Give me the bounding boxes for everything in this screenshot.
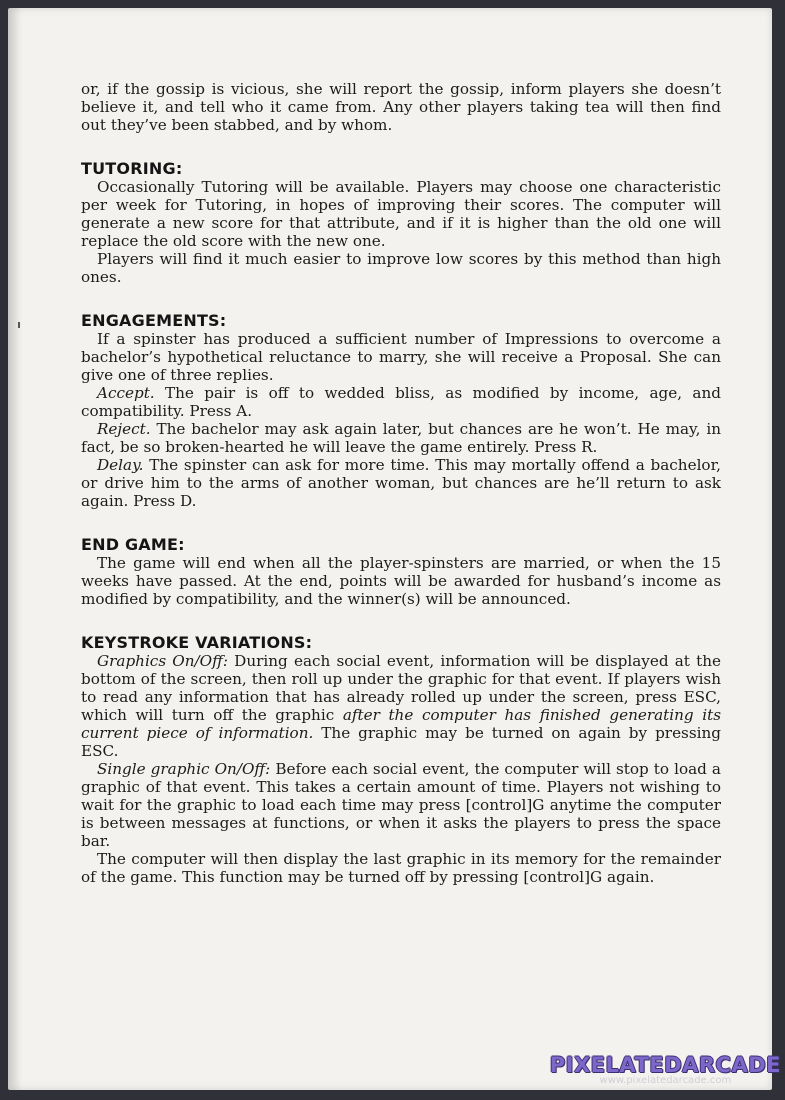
- site-watermark: [550, 1053, 781, 1086]
- last-graphic-paragraph: The computer will then display the last graphic in its memory for the remainder of the game. This function may be turned off by pressing [control]G again.: [81, 850, 721, 886]
- end-game-paragraph: The game will end when all the player-spinsters are married, or when the 15 weeks have passed. At the end, points will be awarded for husband’s income as modified by compatibility, and the winner(s) will be announced.: [81, 554, 721, 608]
- single-graphic-paragraph: [81, 760, 721, 850]
- graphics-paragraph: [81, 652, 721, 760]
- graphics-tail: The graphic may be turned on again by pressing ESC.: [81, 724, 722, 760]
- single-graphic-term: Single graphic On/Off:: [97, 760, 271, 778]
- reject-term: Reject.: [97, 420, 151, 438]
- engagements-paragraph-1: If a spinster has produced a sufficient number of Impressions to overcome a bachelor’s hypothetical reluctance to marry, she will receive a Proposal. She can give one of three replies.: [81, 330, 721, 384]
- graphics-text: During each social event, information will be displayed at the bottom of the screen, then roll up under the graphic for that event. If players wish to read any information that has already rolled up under the screen, press ESC, which will turn off the graphic: [81, 652, 721, 724]
- graphics-emphasis: after the computer has finished generating its current piece of information.: [81, 706, 721, 742]
- reject-paragraph: [81, 420, 721, 456]
- accept-term: Accept.: [97, 384, 155, 402]
- single-graphic-text: Before each social event, the computer will stop to load a graphic of that event. This takes a certain amount of time. Players not wishing to wait for the graphic to load each time may press [control]G anytime the computer is between messages at functions, or when it asks the players to press the space bar.: [81, 760, 721, 850]
- tutoring-paragraph-2: Players will find it much easier to improve low scores by this method than high ones.: [81, 250, 721, 286]
- delay-paragraph: [81, 456, 721, 510]
- page-content: [81, 80, 721, 886]
- accept-paragraph: [81, 384, 721, 420]
- manual-page: [8, 8, 772, 1090]
- intro-paragraph: or, if the gossip is vicious, she will report the gossip, inform players she doesn’t believe it, and tell who it came from. Any other players taking tea will then find out they’ve been stabbed, and by whom.: [81, 80, 721, 134]
- engagements-heading: ENGAGEMENTS:: [81, 311, 227, 330]
- watermark-logo: PIXELATEDARCADE: [549, 1053, 781, 1077]
- delay-term: Delay.: [97, 456, 144, 474]
- watermark-url: www.pixelatedarcade.com: [599, 1075, 732, 1086]
- tutoring-paragraph-1: Occasionally Tutoring will be available. Players may choose one characteristic per week for Tutoring, in hopes of improving their scores. The computer will generate a new score for that attribute, and if it is higher than the old one will replace the old score with the new one.: [81, 178, 721, 250]
- keystroke-heading: KEYSTROKE VARIATIONS:: [81, 633, 313, 652]
- end-game-heading: END GAME:: [81, 535, 185, 554]
- tutoring-heading: TUTORING:: [81, 159, 183, 178]
- accept-text: The pair is off to wedded bliss, as modified by income, age, and compatibility. Press A.: [81, 384, 721, 420]
- reject-text: The bachelor may ask again later, but chances are he won’t. He may, in fact, be so broken-hearted he will leave the game entirely. Press R.: [81, 420, 721, 456]
- graphics-term: Graphics On/Off:: [97, 652, 228, 670]
- delay-text: The spinster can ask for more time. This may mortally offend a bachelor, or drive him to the arms of another woman, but chances are he’ll return to ask again. Press D.: [81, 456, 721, 510]
- binder-mark: [18, 322, 20, 328]
